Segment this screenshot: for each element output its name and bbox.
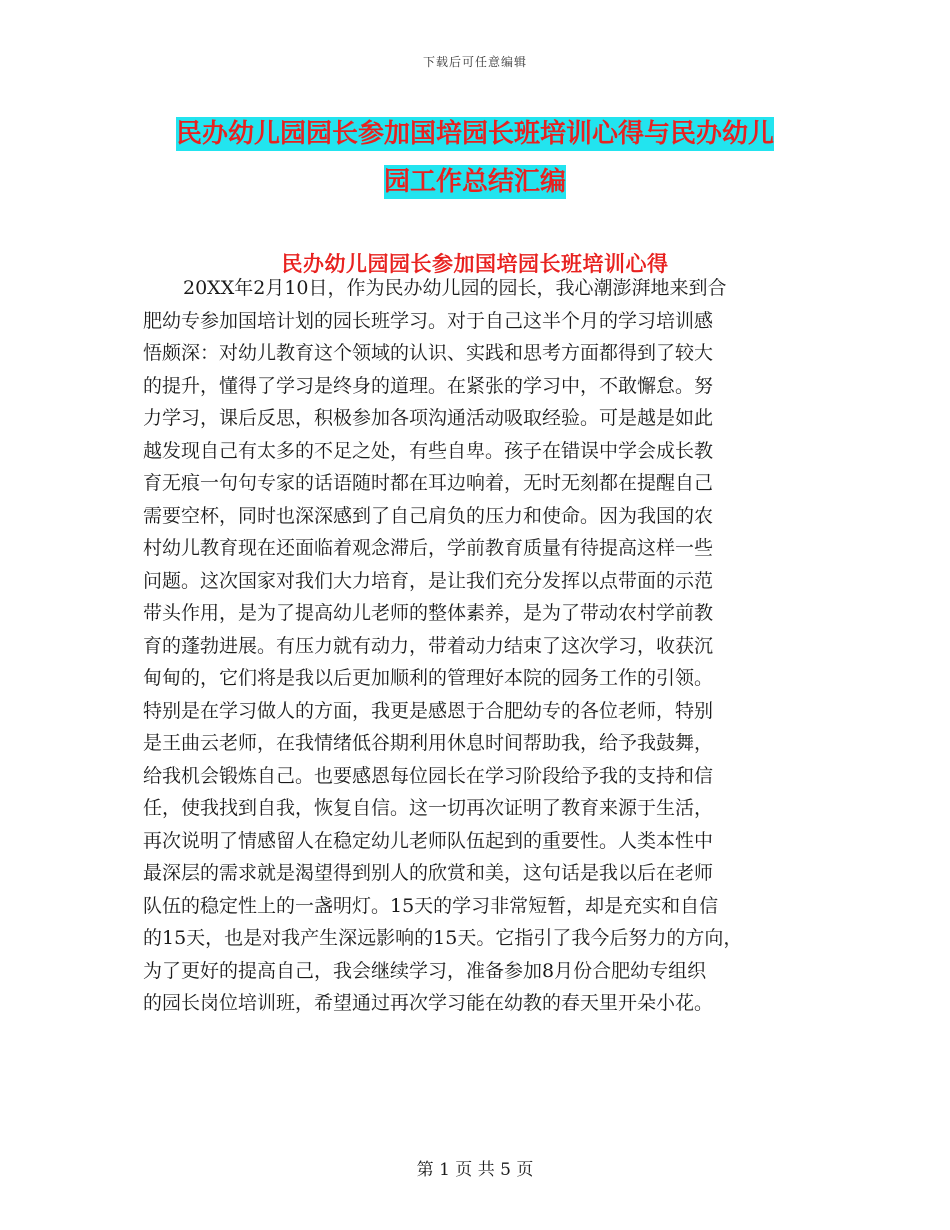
- body-line: 越发现自己有太多的不足之处，有些自卑。孩子在错误中学会成长教: [143, 439, 714, 462]
- document-title-line-1: 民办幼儿园园长参加国培园长班培训心得与民办幼儿: [175, 119, 774, 149]
- body-line: 是王曲云老师，在我情绪低谷期利用休息时间帮助我，给予我鼓舞，: [143, 732, 714, 754]
- body-line: 的园长岗位培训班，希望通过再次学习能在幼教的春天里开朵小花。: [143, 992, 714, 1014]
- body-line: 育的蓬勃进展。有压力就有动力，带着动力结束了这次学习，收获沉: [143, 634, 714, 657]
- body-line: 特别是在学习做人的方面，我更是感恩于合肥幼专的各位老师，特别: [143, 699, 714, 722]
- body-line: 20XX年2月10日，作为民办幼儿园的园长，我心潮澎湃地来到合: [183, 277, 727, 299]
- body-line: 最深层的需求就是渴望得到别人的欣赏和美，这句话是我以后在老师: [143, 862, 714, 884]
- body-line: 问题。这次国家对我们大力培育，是让我们充分发挥以点带面的示范: [143, 569, 714, 592]
- page-header-note: 下载后可任意编辑: [422, 55, 527, 69]
- body-line: 为了更好的提高自己，我会继续学习，准备参加8月份合肥幼专组织: [143, 959, 707, 982]
- body-line: 需要空杯，同时也深深感到了自己肩负的压力和使命。因为我国的农: [143, 504, 714, 527]
- body-line: 再次说明了情感留人在稳定幼儿老师队伍起到的重要性。人类本性中: [143, 829, 714, 852]
- body-line: 的提升，懂得了学习是终身的道理。在紧张的学习中，不敢懈怠。努: [143, 374, 714, 397]
- body-paragraph: [143, 272, 808, 1020]
- body-line: 带头作用，是为了提高幼儿老师的整体素养，是为了带动农村学前教: [143, 602, 714, 624]
- document-title: [0, 110, 950, 206]
- body-line: 给我机会锻炼自己。也要感恩每位园长在学习阶段给予我的支持和信: [143, 764, 714, 787]
- body-line: 悟颇深：对幼儿教育这个领域的认识、实践和思考方面都得到了较大: [143, 342, 714, 364]
- body-line: 队伍的稳定性上的一盏明灯。15天的学习非常短暂，却是充实和自信: [143, 894, 719, 917]
- body-line: 肥幼专参加国培计划的园长班学习。对于自己这半个月的学习培训感: [143, 309, 714, 332]
- body-line: 甸甸的，它们将是我以后更加顺利的管理好本院的园务工作的引领。: [143, 667, 714, 689]
- body-line: 村幼儿教育现在还面临着观念滞后，学前教育质量有待提高这样一些: [143, 537, 714, 559]
- body-line: 育无痕一句句专家的话语随时都在耳边响着，无时无刻都在提醒自己: [143, 472, 714, 494]
- section-title: 民办幼儿园园长参加国培园长班培训心得: [281, 252, 669, 276]
- body-line: 的15天，也是对我产生深远影响的15天。它指引了我今后努力的方向，: [143, 927, 743, 949]
- body-line: 力学习，课后反思，积极参加各项沟通活动吸取经验。可是越是如此: [143, 407, 714, 429]
- document-title-line-2: 园工作总结汇编: [383, 167, 566, 197]
- page-footer: 第 1 页 共 5 页: [416, 1160, 534, 1180]
- body-line: 任，使我找到自我，恢复自信。这一切再次证明了教育来源于生活，: [143, 797, 714, 819]
